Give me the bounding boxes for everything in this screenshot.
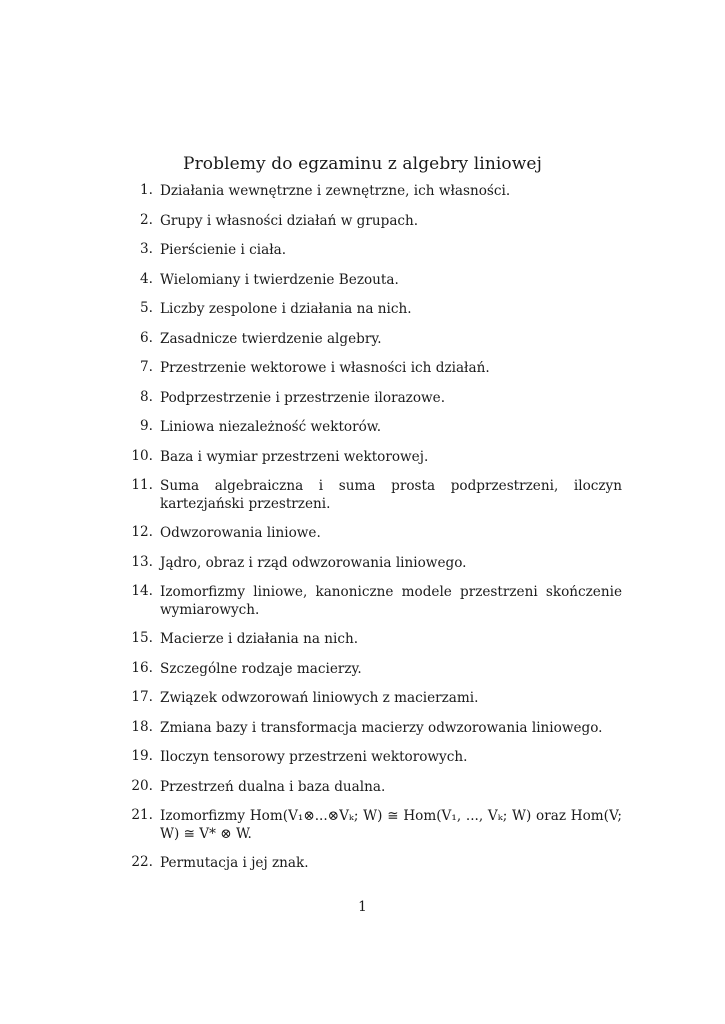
page-number: 1 (358, 899, 367, 915)
item-number: 14. (131, 583, 153, 599)
item-text: Izomorfizmy Hom(V₁⊗...⊗Vₖ; W) ≅ Hom(V₁, ..., Vₖ; W) oraz Hom(V; W) ≅ V* ⊗ W. (160, 808, 622, 842)
item-number: 2. (140, 211, 153, 228)
item-text: Działania wewnętrzne i zewnętrzne, ich własności. (160, 183, 511, 199)
item-number: 6. (140, 329, 153, 346)
item-text: Liniowa niezależność wektorów. (160, 419, 382, 435)
item-number: 3. (140, 241, 153, 257)
item-text: Pierścienie i ciała. (160, 242, 287, 258)
item-number: 7. (140, 359, 153, 375)
item-text: Odwzorowania liniowe. (160, 525, 321, 541)
list-item (120, 807, 620, 843)
item-number: 13. (131, 553, 153, 570)
item-text: Liczby zespolone i działania na nich. (160, 301, 412, 317)
item-text: Wielomiany i twierdzenie Bezouta. (160, 271, 399, 288)
item-text: Iloczyn tensorowy przestrzeni wektorowych. (160, 749, 468, 765)
item-number: 11. (131, 477, 153, 493)
item-number: 10. (131, 447, 153, 464)
item-number: 19. (131, 748, 153, 764)
item-number: 22. (131, 854, 153, 870)
item-text: Izomorfizmy liniowe, kanoniczne modele przestrzeni skończenie wymiarowych. (160, 584, 622, 618)
list-item (120, 583, 620, 619)
item-number: 21. (131, 807, 153, 823)
item-text: Przestrzeń dualna i baza dualna. (160, 778, 386, 795)
list-item (120, 854, 620, 890)
item-text: Przestrzenie wektorowe i własności ich działań. (160, 360, 490, 376)
item-text: Suma algebraiczna i suma prosta podprzestrzeni, iloczyn kartezjański przestrzeni. (160, 478, 622, 512)
list-item (120, 477, 620, 513)
item-number: 8. (140, 388, 153, 405)
item-number: 18. (131, 718, 153, 735)
item-number: 12. (131, 524, 153, 540)
item-text: Macierze i działania na nich. (160, 631, 359, 647)
item-number: 16. (131, 659, 153, 676)
item-number: 15. (131, 630, 153, 646)
item-text: Baza i wymiar przestrzeni wektorowej. (160, 448, 429, 465)
page-title: Problemy do egzaminu z algebry liniowej (183, 154, 542, 174)
item-text: Zasadnicze twierdzenie algebry. (160, 330, 382, 347)
item-text: Podprzestrzenie i przestrzenie ilorazowe. (160, 389, 446, 406)
item-number: 1. (140, 182, 153, 198)
item-text: Zmiana bazy i transformacja macierzy odwzorowania liniowego. (160, 719, 603, 736)
item-number: 9. (140, 418, 153, 434)
item-number: 20. (131, 777, 153, 794)
item-number: 4. (140, 270, 153, 287)
item-text: Permutacja i jej znak. (160, 855, 309, 871)
item-text: Jądro, obraz i rząd odwzorowania liniowego. (160, 554, 467, 571)
item-text: Grupy i własności działań w grupach. (160, 212, 419, 229)
item-number: 5. (140, 300, 153, 316)
item-text: Szczególne rodzaje macierzy. (160, 660, 362, 677)
item-number: 17. (131, 689, 153, 705)
item-text: Związek odwzorowań liniowych z macierzami. (160, 690, 479, 706)
